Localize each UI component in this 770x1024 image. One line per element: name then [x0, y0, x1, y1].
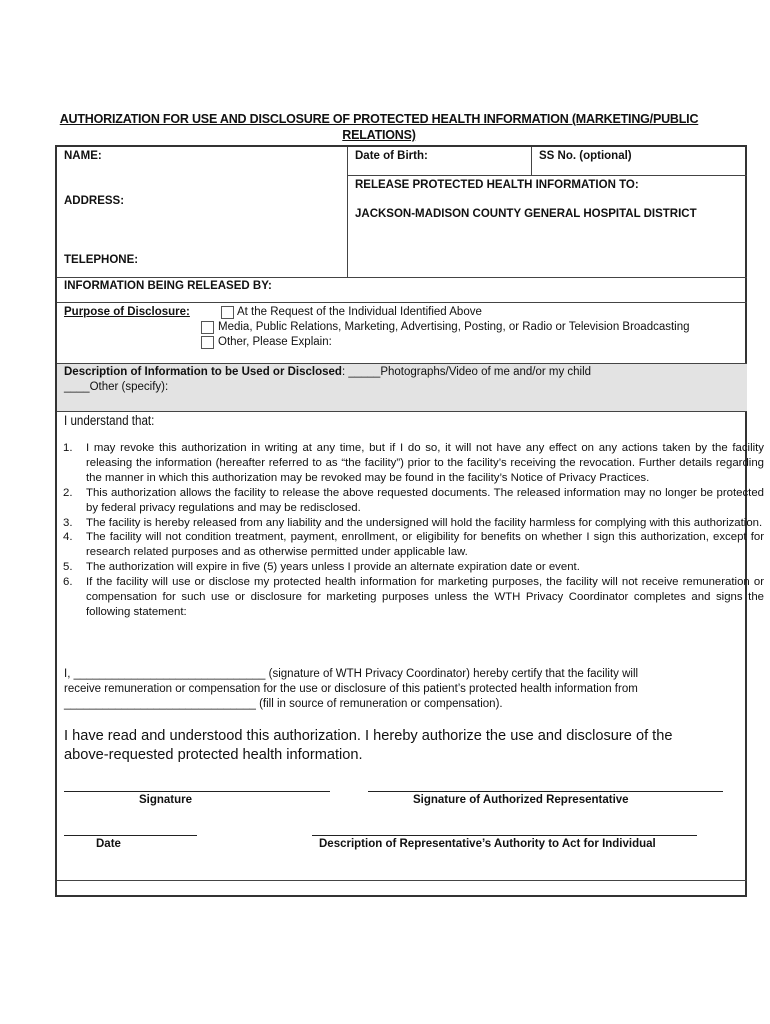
authorized-rep-signature-line[interactable]: [368, 791, 723, 792]
item-number: 2.: [63, 486, 73, 499]
authorized-rep-label: Signature of Authorized Representative: [413, 794, 629, 806]
divider: [347, 147, 348, 277]
purpose-option-media: Media, Public Relations, Marketing, Advertising, Posting, or Radio or Television Broadcasting: [218, 321, 690, 333]
certify-line1[interactable]: I, ______________________________ (signature of WTH Privacy Coordinator) hereby certify that the facility will: [64, 668, 639, 680]
item-text: This authorization allows the facility to release the above requested documents. The released information may no longer be protected by federal privacy regulations and may be redisclosed.: [86, 486, 764, 514]
release-to-value: JACKSON-MADISON COUNTY GENERAL HOSPITAL DISTRICT: [355, 208, 697, 220]
description-option-other[interactable]: ____Other (specify):: [64, 381, 169, 393]
date-line[interactable]: [64, 835, 197, 836]
list-item: [63, 560, 764, 575]
item-text: The authorization will expire in five (5) years unless I provide an alternate expiration date or event.: [86, 561, 580, 574]
purpose-option-other: Other, Please Explain:: [218, 336, 332, 348]
purpose-checkbox-request[interactable]: [221, 306, 234, 319]
item-number: 4.: [63, 531, 73, 544]
form-title: AUTHORIZATION FOR USE AND DISCLOSURE OF PROTECTED HEALTH INFORMATION (MARKETING/PUBLIC RELATIONS): [59, 112, 699, 142]
date-label: Date: [96, 838, 121, 850]
ssn-label[interactable]: SS No. (optional): [539, 150, 632, 162]
purpose-checkbox-other[interactable]: [201, 336, 214, 349]
purpose-option-request: At the Request of the Individual Identified Above: [237, 306, 482, 318]
item-number: 3.: [63, 516, 73, 529]
purpose-label: Purpose of Disclosure:: [64, 306, 190, 318]
item-text: If the facility will use or disclose my protected health information for marketing purposes, the facility will not receive remuneration or compensation for such use or disclosure for marketing purposes unless the WTH Privacy Coordinator completes and signs the following statement:: [86, 576, 764, 618]
rep-authority-line[interactable]: [312, 835, 697, 836]
divider: [57, 880, 747, 881]
list-item: [63, 486, 764, 516]
divider: [57, 411, 747, 412]
description-line1[interactable]: [64, 366, 591, 378]
address-label[interactable]: ADDRESS:: [64, 195, 125, 207]
signature-label: Signature: [139, 794, 193, 806]
description-label: Description of Information to be Used or Disclosed: [64, 366, 342, 378]
signature-line[interactable]: [64, 791, 330, 792]
name-label[interactable]: NAME:: [64, 150, 102, 162]
understand-heading: I understand that:: [64, 413, 155, 428]
divider: [57, 277, 747, 278]
authorization-form: [55, 145, 764, 897]
item-text: The facility is hereby released from any liability and the undersigned will hold the facility harmless for complying with this authorization.: [86, 516, 763, 529]
divider: [347, 175, 747, 176]
telephone-label[interactable]: TELEPHONE:: [64, 254, 139, 266]
rep-authority-label: Description of Representative’s Authority to Act for Individual: [319, 838, 656, 850]
list-item: [63, 575, 764, 620]
certify-line3[interactable]: ______________________________ (fill in source of remuneration or compensation).: [64, 698, 503, 710]
authorization-statement: I have read and understood this authorization. I hereby authorize the use and disclosure of the above-requested protected health information.: [64, 728, 673, 763]
divider: [57, 363, 747, 364]
description-option-photos: : _____Photographs/Video of me and/or my child: [341, 366, 592, 378]
list-item: [63, 441, 764, 486]
purpose-checkbox-media[interactable]: [201, 321, 214, 334]
release-to-label: RELEASE PROTECTED HEALTH INFORMATION TO:: [355, 179, 639, 191]
item-text: The facility will not condition treatment, payment, enrollment, or eligibility for benefits on whether I sign this authorization, except for research related purposes and as otherwise permitted under applicable law.: [86, 531, 764, 559]
item-number: 6.: [63, 576, 73, 589]
certify-line2: receive remuneration or compensation for the use or disclosure of this patient’s protected health information from: [64, 683, 638, 695]
divider: [57, 302, 747, 303]
list-item: [63, 516, 764, 531]
item-text: I may revoke this authorization in writing at any time, but if I do so, it will not have any effect on any actions taken by the facility releasing the information (hereafter referred to as “the facility”) prior to the facility’s receiving the revocation. Further details regarding the manner in which this authorization may be revoked may be found in the facility’s Notice of Privacy Practices.: [86, 442, 764, 484]
list-item: [63, 530, 764, 560]
divider: [531, 147, 532, 175]
item-number: 1.: [63, 442, 73, 454]
terms-list: [57, 441, 764, 620]
dob-label[interactable]: Date of Birth:: [355, 150, 428, 162]
item-number: 5.: [63, 561, 73, 574]
released-by-label[interactable]: INFORMATION BEING RELEASED BY:: [64, 280, 272, 292]
